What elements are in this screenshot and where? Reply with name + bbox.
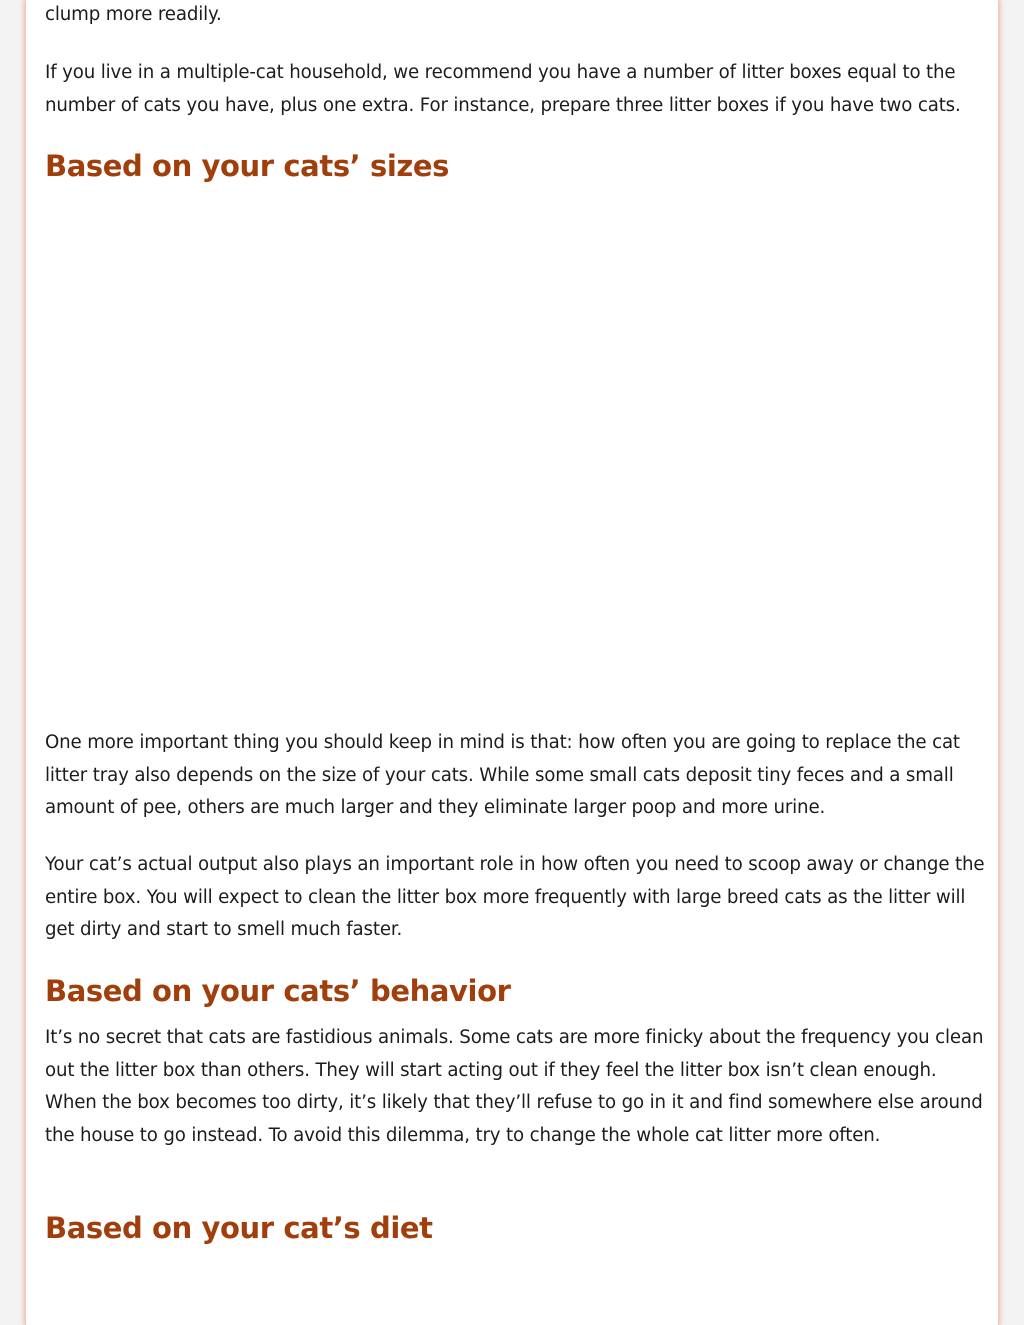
article-card bbox=[25, 0, 999, 1325]
paragraph-behavior: It’s no secret that cats are fastidious animals. Some cats are more finicky about the frequency you clean out the litter box than others. They will start acting out if they feel the litter box isn’t clean enough. When the box becomes too dirty, it’s likely that they’ll refuse to go in it and find somewhere else around the house to go instead. To avoid this dilemma, try to change the whole cat litter more often. bbox=[45, 1027, 984, 1146]
paragraph-intro-tail: clump more readily. bbox=[45, 4, 222, 25]
paragraph-multiple-cats: If you live in a multiple-cat household, we recommend you have a number of litter boxes equal to the number of cats you have, plus one extra. For instance, prepare three litter boxes if you have two cats. bbox=[45, 62, 961, 116]
paragraph-sizes-1: One more important thing you should keep in mind is that: how often you are going to replace the cat litter tray also depends on the size of your cats. While some small cats deposit tiny feces and a small amount of pee, others are much larger and they eliminate larger poop and more urine. bbox=[45, 732, 960, 818]
article-image-placeholder bbox=[45, 200, 985, 720]
heading-cats-diet: Based on your cat’s diet bbox=[45, 1211, 433, 1245]
paragraph-sizes-2: Your cat’s actual output also plays an important role in how often you need to scoop away or change the entire box. You will expect to clean the litter box more frequently with large breed cats as the litter will get dirty and start to smell much faster. bbox=[45, 854, 985, 940]
heading-cats-behavior: Based on your cats’ behavior bbox=[45, 974, 511, 1008]
heading-cats-sizes: Based on your cats’ sizes bbox=[45, 149, 450, 183]
